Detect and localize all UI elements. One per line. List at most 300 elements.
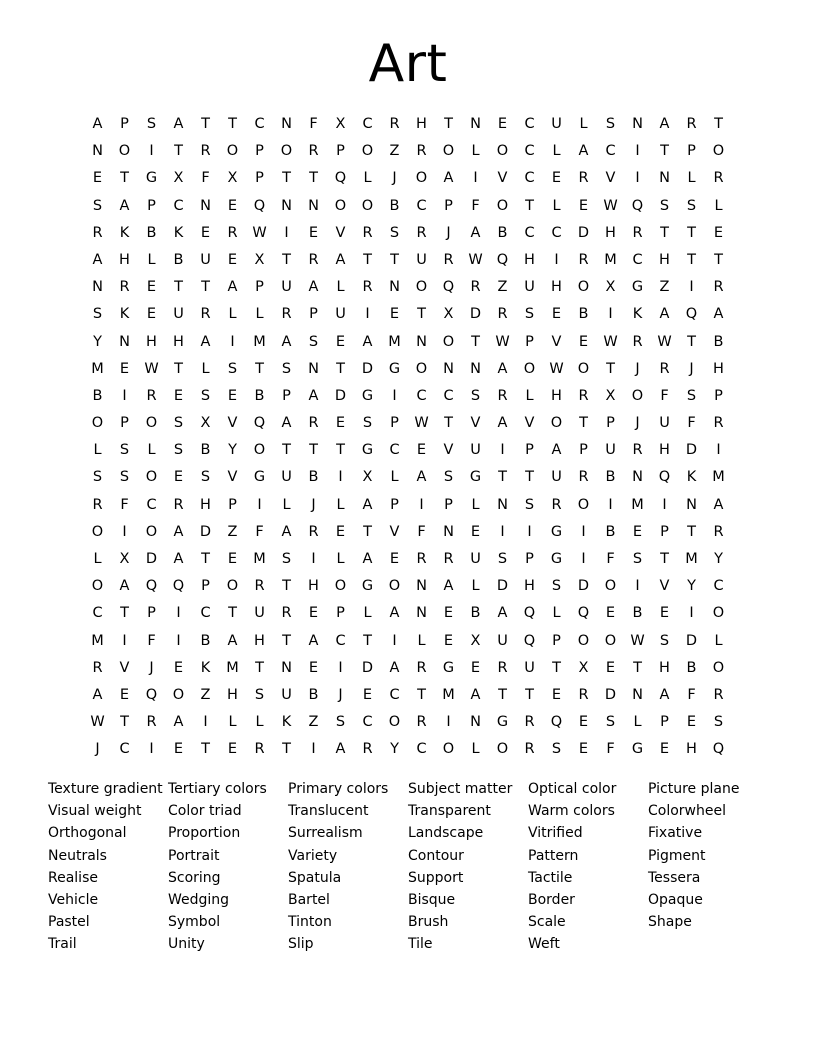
grid-letter: Q	[253, 415, 266, 432]
grid-letter: O	[334, 578, 347, 595]
grid-letter: N	[443, 523, 454, 540]
grid-letter: H	[659, 251, 670, 268]
grid-letter: F	[606, 741, 615, 758]
grid-letter: N	[92, 143, 103, 160]
grid-letter: X	[335, 116, 346, 132]
grid-letter: N	[92, 279, 103, 296]
grid-letter: R	[281, 605, 292, 622]
grid-letter: T	[336, 442, 345, 459]
grid-letter: E	[443, 605, 454, 622]
grid-letter: P	[255, 143, 264, 160]
grid-letter: I	[311, 741, 316, 758]
word-list-item: Surrealism	[288, 825, 363, 842]
grid-letter: S	[524, 306, 535, 323]
grid-letter: O	[415, 170, 428, 187]
grid-letter: O	[712, 659, 725, 676]
grid-letter: E	[119, 686, 130, 703]
word-list-item: Brush	[408, 914, 449, 931]
word-list-item: Bisque	[408, 891, 456, 908]
grid-letter: V	[227, 415, 238, 432]
grid-letter: U	[254, 605, 265, 622]
grid-letter: S	[497, 551, 508, 567]
grid-letter: L	[93, 442, 102, 459]
grid-letter: F	[201, 170, 210, 187]
grid-letter: R	[497, 306, 508, 323]
grid-letter: S	[551, 741, 562, 758]
word-list-item: Visual weight	[48, 803, 142, 820]
grid-letter: T	[498, 686, 507, 703]
grid-letter: E	[173, 659, 184, 676]
grid-letter: A	[92, 686, 103, 703]
grid-letter: E	[551, 170, 562, 187]
grid-letter: S	[92, 469, 103, 486]
word-list-item: Optical color	[528, 781, 617, 797]
grid-letter: G	[631, 279, 644, 296]
grid-letter: A	[281, 523, 292, 540]
grid-letter: L	[525, 387, 534, 404]
grid-letter: Z	[389, 143, 400, 160]
grid-letter: T	[282, 741, 291, 758]
grid-letter: R	[146, 387, 157, 404]
grid-letter: W	[603, 197, 618, 214]
grid-letter: O	[442, 741, 455, 758]
word-list-item: Tinton	[288, 914, 332, 931]
grid-letter: U	[497, 632, 508, 649]
grid-letter: B	[470, 605, 481, 622]
grid-letter: S	[173, 415, 184, 432]
grid-letter: S	[173, 442, 184, 459]
grid-letter: S	[92, 197, 103, 214]
grid-letter: O	[631, 387, 644, 404]
grid-letter: P	[444, 197, 453, 214]
grid-letter: B	[173, 251, 184, 268]
grid-letter: N	[308, 197, 319, 214]
grid-letter: R	[578, 469, 589, 486]
word-list-item: Vitrified	[528, 825, 583, 842]
grid-letter: J	[689, 360, 694, 377]
grid-letter: R	[632, 333, 643, 350]
grid-letter: Q	[145, 686, 158, 703]
grid-letter: P	[336, 605, 345, 622]
grid-letter: S	[281, 551, 292, 567]
grid-letter: X	[605, 279, 616, 296]
grid-letter: R	[416, 714, 427, 731]
grid-letter: E	[146, 306, 157, 323]
grid-letter: L	[714, 197, 723, 214]
grid-letter: B	[254, 387, 265, 404]
grid-letter: P	[255, 170, 264, 187]
grid-letter: O	[415, 360, 428, 377]
grid-letter: V	[227, 469, 238, 486]
grid-letter: T	[336, 360, 345, 377]
grid-letter: N	[200, 197, 211, 214]
grid-letter: Y	[390, 741, 399, 758]
grid-letter: D	[469, 306, 482, 323]
grid-letter: Z	[227, 523, 238, 540]
grid-letter: P	[552, 632, 561, 649]
grid-letter: A	[227, 632, 238, 649]
grid-letter: L	[147, 442, 156, 459]
grid-letter: T	[444, 415, 453, 432]
grid-letter: G	[361, 442, 374, 459]
grid-letter: F	[417, 523, 426, 540]
grid-letter: O	[523, 360, 536, 377]
grid-letter: H	[551, 279, 562, 296]
grid-letter: N	[470, 714, 481, 731]
grid-letter: E	[659, 741, 670, 758]
grid-letter: W	[414, 415, 429, 432]
grid-letter: E	[92, 170, 103, 187]
grid-letter: T	[120, 714, 129, 731]
grid-letter: N	[470, 360, 481, 377]
grid-letter: T	[687, 251, 696, 268]
grid-letter: S	[470, 387, 481, 404]
grid-letter: S	[551, 578, 562, 595]
grid-letter: B	[200, 442, 211, 459]
grid-letter: K	[119, 306, 130, 323]
grid-letter: B	[308, 469, 319, 486]
grid-letter: O	[442, 333, 455, 350]
grid-letter: I	[338, 659, 343, 676]
grid-letter: T	[660, 551, 669, 567]
grid-letter: Q	[577, 605, 590, 622]
grid-letter: O	[577, 360, 590, 377]
grid-letter: I	[635, 170, 640, 187]
grid-letter: R	[443, 251, 454, 268]
grid-letter: A	[578, 143, 589, 160]
grid-letter: S	[362, 415, 373, 432]
grid-letter: J	[95, 741, 100, 758]
grid-letter: R	[578, 251, 589, 268]
grid-letter: V	[119, 659, 130, 676]
grid-letter: E	[578, 333, 589, 350]
grid-letter: T	[255, 659, 264, 676]
grid-letter: X	[578, 659, 589, 676]
grid-letter: F	[606, 551, 615, 567]
grid-letter: L	[417, 632, 426, 649]
grid-letter: R	[524, 714, 535, 731]
grid-letter: P	[228, 496, 237, 513]
grid-letter: P	[660, 714, 669, 731]
grid-letter: S	[227, 360, 238, 377]
grid-letter: A	[308, 632, 319, 649]
grid-letter: C	[551, 224, 562, 241]
grid-letter: O	[604, 578, 617, 595]
grid-letter: L	[471, 741, 480, 758]
grid-letter: R	[713, 170, 724, 187]
grid-letter: N	[416, 578, 427, 595]
grid-letter: Z	[497, 279, 508, 296]
grid-letter: V	[335, 224, 346, 241]
grid-letter: I	[635, 578, 640, 595]
grid-letter: L	[282, 496, 291, 513]
word-list-item: Tactile	[528, 869, 573, 886]
grid-letter: A	[497, 360, 508, 377]
grid-letter: C	[335, 632, 346, 649]
grid-letter: A	[443, 170, 454, 187]
grid-letter: K	[119, 224, 130, 241]
grid-letter: C	[200, 605, 211, 622]
word-list-item: Opaque	[648, 891, 703, 908]
word-list-item: Tile	[408, 936, 433, 953]
grid-letter: O	[145, 415, 158, 432]
grid-letter: G	[496, 714, 509, 731]
word-list-item: Border	[528, 891, 575, 908]
grid-letter: A	[173, 523, 184, 540]
grid-letter: L	[552, 605, 561, 622]
grid-letter: N	[659, 170, 670, 187]
grid-letter: D	[577, 578, 590, 595]
grid-letter: I	[662, 496, 667, 513]
grid-letter: I	[122, 523, 127, 540]
grid-letter: W	[495, 333, 510, 350]
grid-letter: O	[253, 442, 266, 459]
grid-letter: R	[416, 143, 427, 160]
grid-letter: O	[415, 279, 428, 296]
grid-letter: G	[631, 741, 644, 758]
grid-letter: E	[227, 251, 238, 268]
grid-letter: S	[308, 333, 319, 350]
word-list-item: Scoring	[168, 869, 221, 886]
grid-letter: T	[714, 251, 723, 268]
grid-letter: T	[228, 605, 237, 622]
grid-letter: C	[632, 251, 643, 268]
grid-letter: N	[632, 469, 643, 486]
grid-letter: M	[712, 469, 725, 486]
grid-letter: I	[257, 496, 262, 513]
grid-letter: K	[173, 224, 184, 241]
grid-letter: F	[120, 496, 129, 513]
grid-letter: S	[119, 442, 130, 459]
grid-letter: T	[714, 116, 723, 132]
grid-letter: Q	[523, 605, 536, 622]
grid-letter: N	[281, 116, 292, 132]
grid-letter: U	[416, 251, 427, 268]
grid-letter: L	[201, 360, 210, 377]
grid-letter: P	[444, 496, 453, 513]
grid-letter: A	[281, 415, 292, 432]
grid-letter: U	[605, 442, 616, 459]
grid-letter: O	[577, 496, 590, 513]
grid-letter: E	[713, 224, 724, 241]
grid-letter: B	[578, 306, 589, 323]
grid-letter: W	[144, 360, 159, 377]
grid-letter: R	[632, 442, 643, 459]
grid-letter: C	[389, 686, 400, 703]
grid-letter: A	[308, 279, 319, 296]
grid-letter: A	[497, 415, 508, 432]
grid-letter: H	[686, 741, 697, 758]
grid-letter: A	[281, 333, 292, 350]
grid-letter: A	[443, 578, 454, 595]
grid-letter: J	[311, 496, 316, 513]
grid-letter: O	[496, 741, 509, 758]
grid-letter: P	[390, 496, 399, 513]
grid-letter: E	[605, 659, 616, 676]
grid-letter: U	[551, 469, 562, 486]
grid-letter: U	[173, 306, 184, 323]
grid-letter: C	[524, 116, 535, 132]
grid-letter: M	[253, 333, 266, 350]
grid-letter: A	[497, 605, 508, 622]
grid-letter: R	[497, 387, 508, 404]
word-list-item: Unity	[168, 936, 205, 953]
grid-letter: S	[146, 116, 157, 132]
grid-letter: I	[311, 551, 316, 567]
grid-letter: U	[470, 551, 481, 567]
grid-letter: P	[309, 306, 318, 323]
grid-letter: E	[308, 224, 319, 241]
grid-letter: K	[281, 714, 292, 731]
grid-letter: T	[363, 632, 372, 649]
grid-letter: K	[686, 469, 697, 486]
grid-letter: A	[713, 306, 724, 323]
grid-letter: S	[605, 116, 616, 132]
grid-letter: T	[660, 224, 669, 241]
grid-letter: D	[685, 442, 698, 459]
grid-letter: A	[92, 116, 103, 132]
grid-letter: K	[632, 306, 643, 323]
word-list-item: Tessera	[648, 869, 701, 886]
grid-letter: T	[201, 551, 210, 567]
grid-letter: H	[254, 632, 265, 649]
grid-letter: U	[524, 279, 535, 296]
grid-letter: R	[497, 659, 508, 676]
grid-letter: E	[335, 415, 346, 432]
grid-letter: E	[578, 197, 589, 214]
grid-letter: R	[389, 116, 400, 132]
grid-letter: T	[525, 686, 534, 703]
grid-letter: E	[497, 116, 508, 132]
grid-letter: F	[471, 197, 480, 214]
grid-letter: C	[416, 387, 427, 404]
grid-letter: L	[390, 469, 399, 486]
grid-letter: H	[659, 659, 670, 676]
grid-letter: V	[605, 170, 616, 187]
grid-letter: I	[230, 333, 235, 350]
grid-letter: R	[173, 496, 184, 513]
grid-letter: B	[605, 523, 616, 540]
grid-letter: M	[91, 632, 104, 649]
word-list-item: Tertiary colors	[168, 781, 267, 797]
grid-letter: M	[253, 551, 266, 567]
grid-letter: F	[255, 523, 264, 540]
grid-letter: P	[687, 143, 696, 160]
grid-letter: A	[362, 551, 373, 567]
grid-letter: I	[392, 632, 397, 649]
grid-letter: E	[119, 360, 130, 377]
grid-letter: C	[416, 197, 427, 214]
word-search-grid	[84, 111, 732, 764]
grid-letter: U	[281, 279, 292, 296]
grid-letter: N	[119, 333, 130, 350]
grid-letter: H	[605, 224, 616, 241]
grid-letter: R	[416, 551, 427, 567]
grid-letter: R	[416, 224, 427, 241]
grid-letter: C	[119, 741, 130, 758]
grid-letter: X	[443, 306, 454, 323]
grid-letter: R	[254, 741, 265, 758]
grid-letter: S	[713, 714, 724, 731]
grid-letter: G	[388, 360, 401, 377]
grid-letter: R	[578, 387, 589, 404]
grid-letter: S	[281, 360, 292, 377]
grid-letter: H	[416, 116, 427, 132]
grid-letter: L	[471, 578, 480, 595]
grid-letter: A	[335, 251, 346, 268]
grid-letter: S	[686, 197, 697, 214]
grid-letter: V	[389, 523, 400, 540]
grid-letter: I	[446, 714, 451, 731]
grid-letter: E	[443, 632, 454, 649]
grid-letter: I	[149, 143, 154, 160]
grid-letter: N	[470, 116, 481, 132]
grid-letter: N	[389, 279, 400, 296]
grid-letter: M	[91, 360, 104, 377]
word-list-item: Vehicle	[48, 891, 99, 908]
grid-letter: S	[524, 496, 535, 513]
grid-letter: T	[687, 333, 696, 350]
grid-letter: Q	[334, 170, 347, 187]
grid-letter: J	[635, 415, 640, 432]
grid-letter: B	[497, 224, 508, 241]
grid-letter: C	[92, 605, 103, 622]
grid-letter: P	[201, 578, 210, 595]
grid-letter: R	[362, 224, 373, 241]
grid-letter: C	[524, 224, 535, 241]
grid-letter: O	[442, 143, 455, 160]
grid-letter: E	[308, 605, 319, 622]
word-list-item: Symbol	[168, 914, 221, 931]
grid-letter: L	[552, 197, 561, 214]
grid-letter: T	[390, 251, 399, 268]
grid-letter: A	[551, 442, 562, 459]
grid-letter: S	[659, 632, 670, 649]
grid-letter: A	[470, 224, 481, 241]
grid-letter: Q	[523, 632, 536, 649]
grid-letter: S	[443, 469, 454, 486]
grid-letter: Y	[714, 551, 723, 567]
grid-letter: W	[468, 251, 483, 268]
grid-letter: O	[226, 143, 239, 160]
grid-letter: W	[630, 632, 645, 649]
grid-letter: A	[119, 197, 130, 214]
word-list-item: Portrait	[168, 847, 220, 864]
grid-letter: L	[336, 551, 345, 567]
grid-letter: E	[416, 442, 427, 459]
grid-letter: I	[149, 741, 154, 758]
grid-letter: E	[686, 714, 697, 731]
grid-letter: F	[660, 387, 669, 404]
grid-letter: T	[282, 578, 291, 595]
grid-letter: A	[200, 333, 211, 350]
grid-letter: X	[119, 551, 130, 567]
grid-letter: B	[632, 605, 643, 622]
grid-letter: A	[659, 686, 670, 703]
grid-letter: H	[524, 578, 535, 595]
grid-letter: S	[119, 469, 130, 486]
grid-letter: U	[200, 251, 211, 268]
grid-letter: C	[443, 387, 454, 404]
grid-letter: C	[524, 143, 535, 160]
grid-letter: E	[389, 551, 400, 567]
grid-letter: R	[416, 659, 427, 676]
grid-letter: C	[146, 496, 157, 513]
grid-letter: V	[443, 442, 454, 459]
grid-letter: Q	[685, 306, 698, 323]
grid-letter: O	[118, 143, 131, 160]
word-list-item: Support	[408, 869, 464, 886]
